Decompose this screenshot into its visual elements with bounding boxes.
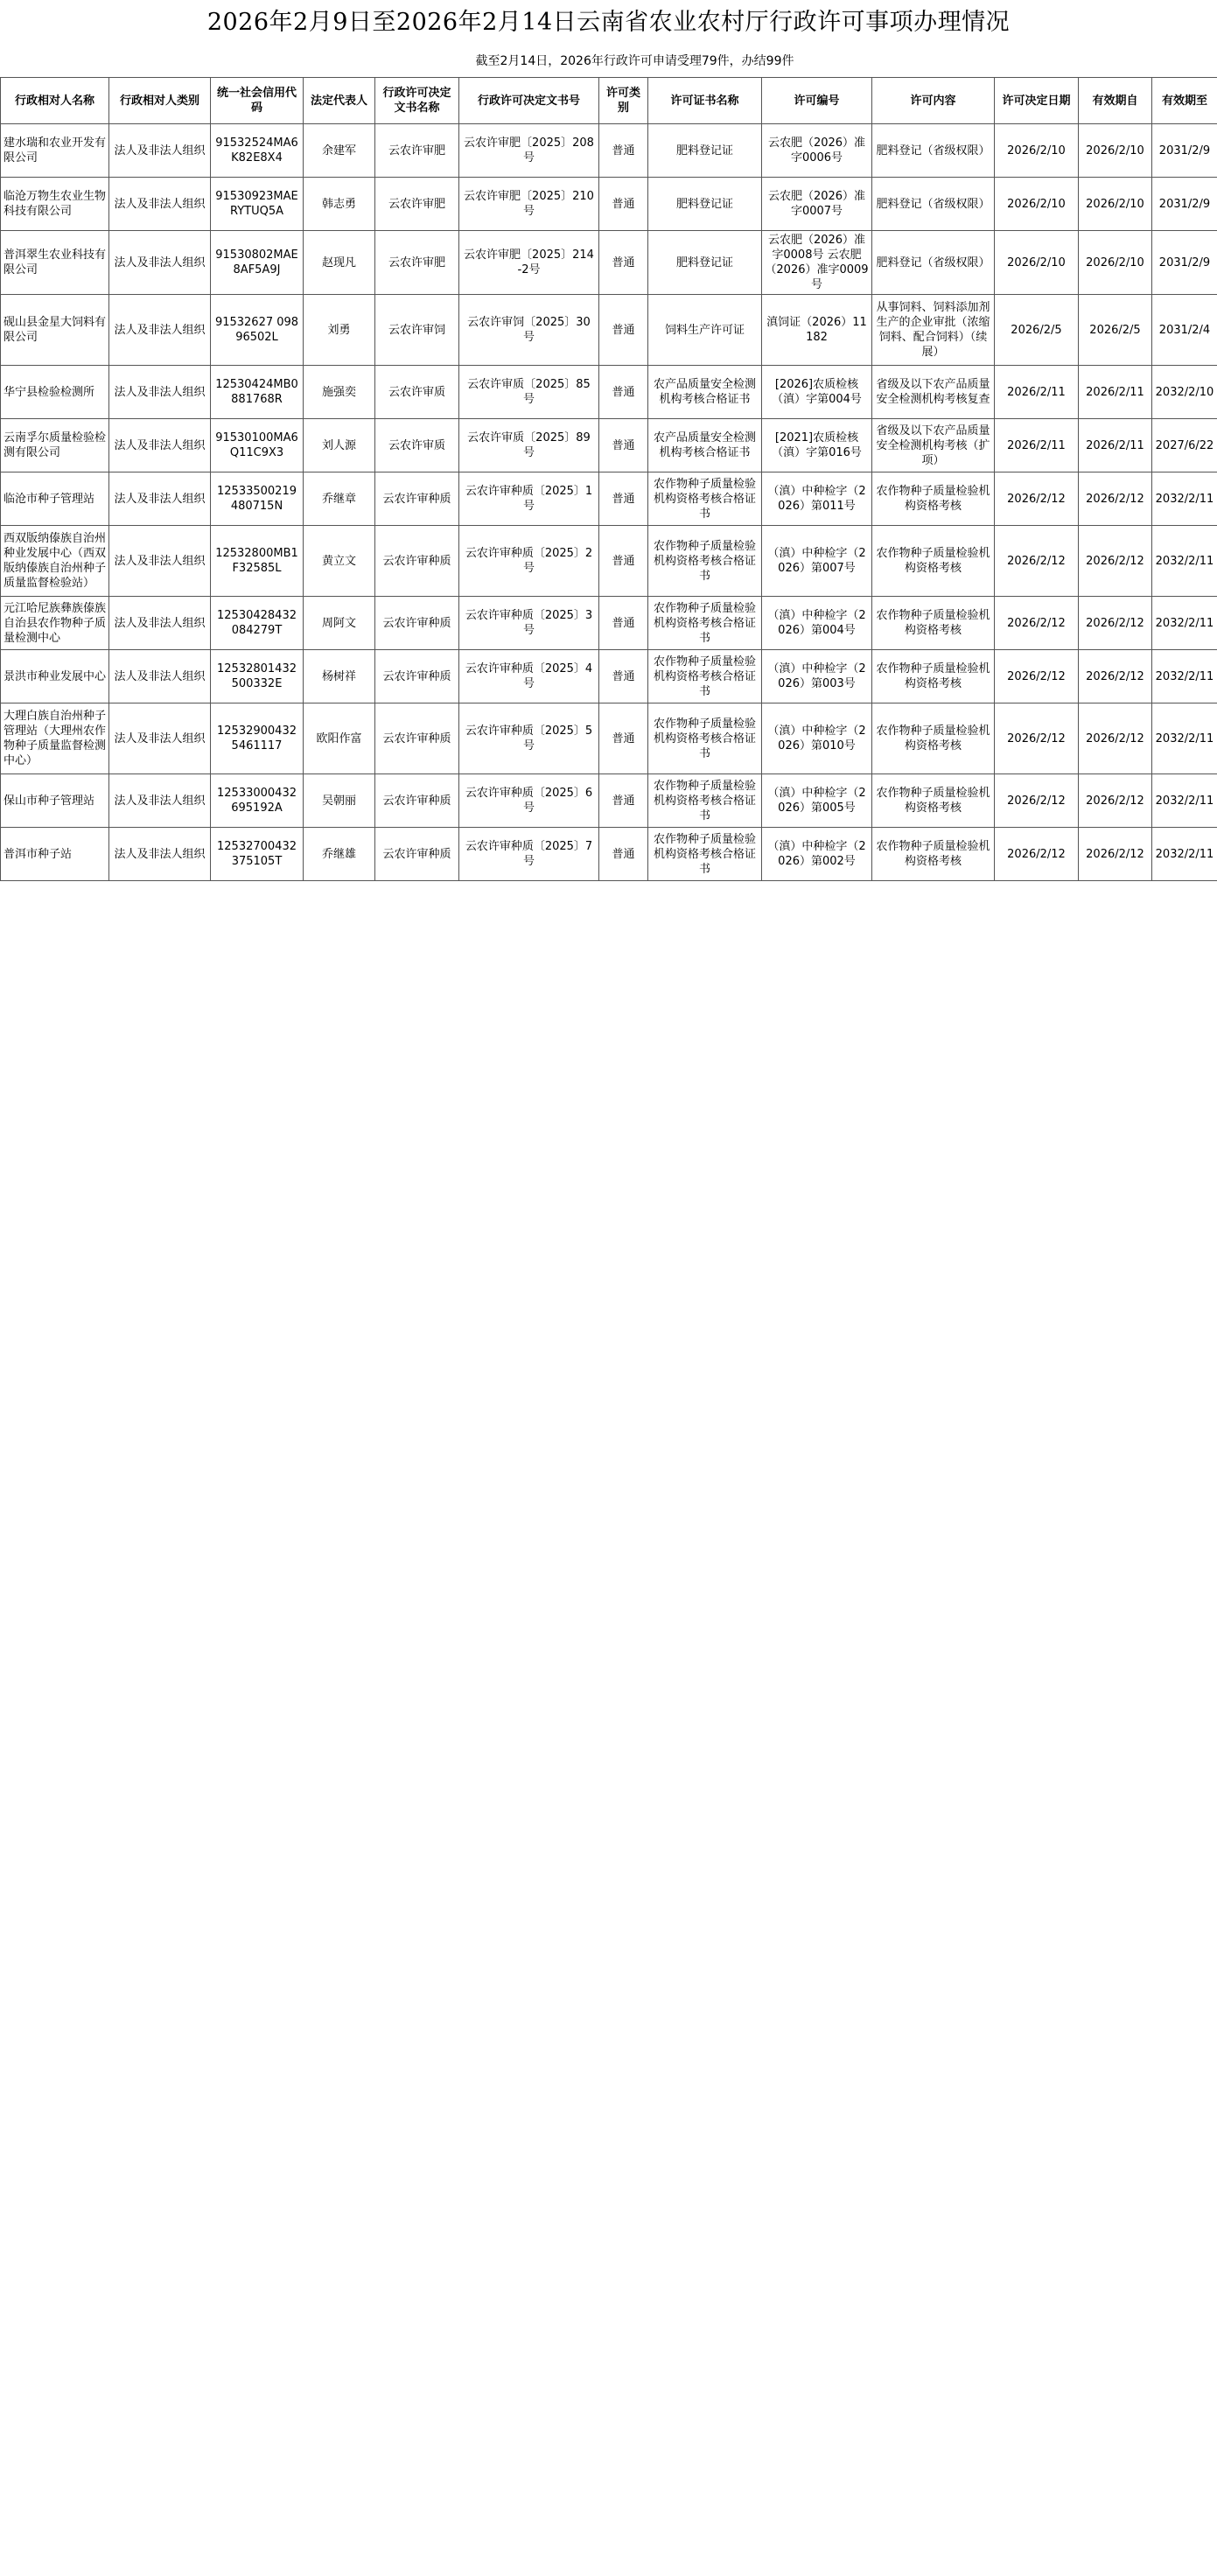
cell-credit-code: 12530424MB0881768R xyxy=(211,366,304,419)
cell-doc-no: 云农许审种质〔2025〕3号 xyxy=(459,597,599,650)
cell-cert-name: 饲料生产许可证 xyxy=(648,295,762,366)
cell-permit-no: （滇）中种检字（2026）第011号 xyxy=(762,472,872,526)
cell-decision-date: 2026/2/12 xyxy=(995,704,1079,774)
col-header: 行政许可决定文书名称 xyxy=(375,78,459,124)
cell-decision-date: 2026/2/11 xyxy=(995,419,1079,472)
cell-name: 元江哈尼族彝族傣族自治县农作物种子质量检测中心 xyxy=(1,597,109,650)
cell-content: 农作物种子质量检验机构资格考核 xyxy=(872,650,995,704)
col-header: 行政相对人名称 xyxy=(1,78,109,124)
cell-type: 普通 xyxy=(599,472,648,526)
cell-name: 大理白族自治州种子管理站（大理州农作物种子质量监督检测中心） xyxy=(1,704,109,774)
cell-legal-rep: 欧阳作富 xyxy=(304,704,375,774)
page-subtitle: 截至2月14日，2026年行政许可申请受理79件，办结99件 xyxy=(475,54,794,68)
cell-category: 法人及非法人组织 xyxy=(109,650,211,704)
cell-type: 普通 xyxy=(599,231,648,295)
cell-decision-date: 2026/2/12 xyxy=(995,650,1079,704)
cell-decision-date: 2026/2/12 xyxy=(995,828,1079,881)
cell-cert-name: 农作物种子质量检验机构资格考核合格证书 xyxy=(648,472,762,526)
cell-valid-to: 2032/2/11 xyxy=(1152,774,1217,828)
cell-content: 省级及以下农产品质量安全检测机构考核复查 xyxy=(872,366,995,419)
cell-category: 法人及非法人组织 xyxy=(109,295,211,366)
cell-valid-from: 2026/2/12 xyxy=(1079,597,1152,650)
cell-valid-to: 2031/2/9 xyxy=(1152,231,1217,295)
cell-doc-no: 云农许审种质〔2025〕1号 xyxy=(459,472,599,526)
cell-valid-to: 2032/2/11 xyxy=(1152,472,1217,526)
cell-doc-name: 云农许审质 xyxy=(375,419,459,472)
table-row xyxy=(1,178,1217,231)
cell-valid-to: 2032/2/11 xyxy=(1152,828,1217,881)
cell-cert-name: 农作物种子质量检验机构资格考核合格证书 xyxy=(648,704,762,774)
cell-content: 从事饲料、饲料添加剂生产的企业审批（浓缩饲料、配合饲料）（续展） xyxy=(872,295,995,366)
cell-cert-name: 农产品质量安全检测机构考核合格证书 xyxy=(648,366,762,419)
table-row xyxy=(1,231,1217,295)
cell-doc-no: 云农许审饲〔2025〕30号 xyxy=(459,295,599,366)
cell-name: 普洱市种子站 xyxy=(1,828,109,881)
cell-credit-code: 12533500219480715N xyxy=(211,472,304,526)
table-row xyxy=(1,472,1217,526)
cell-cert-name: 肥料登记证 xyxy=(648,124,762,178)
cell-legal-rep: 周阿文 xyxy=(304,597,375,650)
cell-type: 普通 xyxy=(599,828,648,881)
cell-doc-name: 云农许审种质 xyxy=(375,774,459,828)
cell-valid-from: 2026/2/12 xyxy=(1079,704,1152,774)
cell-content: 农作物种子质量检验机构资格考核 xyxy=(872,526,995,597)
cell-valid-from: 2026/2/11 xyxy=(1079,366,1152,419)
col-header: 许可决定日期 xyxy=(995,78,1079,124)
cell-doc-no: 云农许审种质〔2025〕5号 xyxy=(459,704,599,774)
cell-cert-name: 农作物种子质量检验机构资格考核合格证书 xyxy=(648,828,762,881)
cell-doc-name: 云农许审质 xyxy=(375,366,459,419)
cell-valid-from: 2026/2/12 xyxy=(1079,526,1152,597)
cell-doc-name: 云农许审种质 xyxy=(375,704,459,774)
cell-doc-no: 云农许审质〔2025〕85号 xyxy=(459,366,599,419)
cell-legal-rep: 黄立文 xyxy=(304,526,375,597)
cell-doc-name: 云农许审肥 xyxy=(375,178,459,231)
cell-name: 景洪市种业发展中心 xyxy=(1,650,109,704)
cell-cert-name: 农作物种子质量检验机构资格考核合格证书 xyxy=(648,597,762,650)
cell-credit-code: 91530802MAE8AF5A9J xyxy=(211,231,304,295)
cell-type: 普通 xyxy=(599,124,648,178)
cell-valid-to: 2031/2/9 xyxy=(1152,178,1217,231)
cell-valid-from: 2026/2/5 xyxy=(1079,295,1152,366)
table-header-row xyxy=(1,78,1217,124)
cell-category: 法人及非法人组织 xyxy=(109,231,211,295)
cell-doc-no: 云农许审种质〔2025〕2号 xyxy=(459,526,599,597)
cell-legal-rep: 韩志勇 xyxy=(304,178,375,231)
cell-legal-rep: 吴朝丽 xyxy=(304,774,375,828)
cell-type: 普通 xyxy=(599,419,648,472)
table-body xyxy=(1,124,1217,881)
cell-cert-name: 肥料登记证 xyxy=(648,178,762,231)
cell-cert-name: 肥料登记证 xyxy=(648,231,762,295)
cell-permit-no: （滇）中种检字（2026）第002号 xyxy=(762,828,872,881)
table-row xyxy=(1,828,1217,881)
cell-decision-date: 2026/2/12 xyxy=(995,597,1079,650)
table-row xyxy=(1,366,1217,419)
col-header: 许可编号 xyxy=(762,78,872,124)
cell-cert-name: 农产品质量安全检测机构考核合格证书 xyxy=(648,419,762,472)
cell-type: 普通 xyxy=(599,704,648,774)
cell-name: 普洱翠生农业科技有限公司 xyxy=(1,231,109,295)
cell-valid-to: 2032/2/11 xyxy=(1152,526,1217,597)
cell-category: 法人及非法人组织 xyxy=(109,526,211,597)
cell-cert-name: 农作物种子质量检验机构资格考核合格证书 xyxy=(648,650,762,704)
cell-permit-no: （滇）中种检字（2026）第003号 xyxy=(762,650,872,704)
col-header: 行政许可决定文书号 xyxy=(459,78,599,124)
col-header: 有效期自 xyxy=(1079,78,1152,124)
cell-doc-no: 云农许审种质〔2025〕6号 xyxy=(459,774,599,828)
cell-category: 法人及非法人组织 xyxy=(109,774,211,828)
cell-legal-rep: 乔继雄 xyxy=(304,828,375,881)
col-header: 有效期至 xyxy=(1152,78,1217,124)
cell-decision-date: 2026/2/5 xyxy=(995,295,1079,366)
cell-permit-no: （滇）中种检字（2026）第004号 xyxy=(762,597,872,650)
cell-valid-from: 2026/2/10 xyxy=(1079,124,1152,178)
cell-doc-name: 云农许审种质 xyxy=(375,828,459,881)
cell-credit-code: 125329004325461117 xyxy=(211,704,304,774)
cell-valid-to: 2032/2/11 xyxy=(1152,704,1217,774)
cell-legal-rep: 乔继章 xyxy=(304,472,375,526)
table-row xyxy=(1,526,1217,597)
cell-category: 法人及非法人组织 xyxy=(109,704,211,774)
page-title: 2026年2月9日至2026年2月14日云南省农业农村厅行政许可事项办理情况 xyxy=(206,9,1011,36)
table-row xyxy=(1,597,1217,650)
cell-valid-to: 2027/6/22 xyxy=(1152,419,1217,472)
cell-doc-no: 云农许审肥〔2025〕208号 xyxy=(459,124,599,178)
cell-name: 华宁县检验检测所 xyxy=(1,366,109,419)
cell-category: 法人及非法人组织 xyxy=(109,178,211,231)
cell-legal-rep: 杨树祥 xyxy=(304,650,375,704)
cell-cert-name: 农作物种子质量检验机构资格考核合格证书 xyxy=(648,774,762,828)
cell-decision-date: 2026/2/10 xyxy=(995,124,1079,178)
cell-valid-from: 2026/2/12 xyxy=(1079,472,1152,526)
cell-doc-no: 云农许审肥〔2025〕210号 xyxy=(459,178,599,231)
cell-valid-to: 2032/2/10 xyxy=(1152,366,1217,419)
cell-credit-code: 12532800MB1F32585L xyxy=(211,526,304,597)
cell-permit-no: 云农肥（2026）准字0006号 xyxy=(762,124,872,178)
cell-credit-code: 12533000432695192A xyxy=(211,774,304,828)
cell-valid-from: 2026/2/10 xyxy=(1079,231,1152,295)
cell-type: 普通 xyxy=(599,366,648,419)
cell-decision-date: 2026/2/10 xyxy=(995,231,1079,295)
col-header: 统一社会信用代码 xyxy=(211,78,304,124)
cell-name: 建水瑞和农业开发有限公司 xyxy=(1,124,109,178)
cell-permit-no: （滇）中种检字（2026）第005号 xyxy=(762,774,872,828)
table-row xyxy=(1,124,1217,178)
cell-permit-no: （滇）中种检字（2026）第007号 xyxy=(762,526,872,597)
cell-valid-from: 2026/2/11 xyxy=(1079,419,1152,472)
cell-permit-no: [2021]农质检核（滇）字第016号 xyxy=(762,419,872,472)
table-row xyxy=(1,650,1217,704)
cell-valid-from: 2026/2/12 xyxy=(1079,650,1152,704)
cell-doc-name: 云农许审种质 xyxy=(375,472,459,526)
cell-category: 法人及非法人组织 xyxy=(109,124,211,178)
cell-credit-code: 91530100MA6Q11C9X3 xyxy=(211,419,304,472)
cell-doc-no: 云农许审质〔2025〕89号 xyxy=(459,419,599,472)
cell-valid-from: 2026/2/12 xyxy=(1079,828,1152,881)
cell-name: 砚山县金星大饲料有限公司 xyxy=(1,295,109,366)
cell-content: 农作物种子质量检验机构资格考核 xyxy=(872,774,995,828)
table-row xyxy=(1,295,1217,366)
cell-category: 法人及非法人组织 xyxy=(109,472,211,526)
cell-valid-to: 2031/2/9 xyxy=(1152,124,1217,178)
cell-valid-from: 2026/2/12 xyxy=(1079,774,1152,828)
cell-content: 农作物种子质量检验机构资格考核 xyxy=(872,704,995,774)
cell-decision-date: 2026/2/12 xyxy=(995,774,1079,828)
cell-permit-no: 滇饲证（2026）11182 xyxy=(762,295,872,366)
cell-category: 法人及非法人组织 xyxy=(109,419,211,472)
cell-valid-to: 2032/2/11 xyxy=(1152,650,1217,704)
cell-permit-no: 云农肥（2026）准字0007号 xyxy=(762,178,872,231)
cell-content: 肥料登记（省级权限） xyxy=(872,124,995,178)
cell-credit-code: 12532700432375105T xyxy=(211,828,304,881)
table-row xyxy=(1,419,1217,472)
cell-content: 肥料登记（省级权限） xyxy=(872,231,995,295)
cell-name: 临沧市种子管理站 xyxy=(1,472,109,526)
cell-doc-no: 云农许审肥〔2025〕214-2号 xyxy=(459,231,599,295)
cell-type: 普通 xyxy=(599,650,648,704)
cell-name: 临沧万物生农业生物科技有限公司 xyxy=(1,178,109,231)
cell-name: 云南孚尔质量检验检测有限公司 xyxy=(1,419,109,472)
col-header: 许可内容 xyxy=(872,78,995,124)
cell-legal-rep: 余建军 xyxy=(304,124,375,178)
cell-credit-code: 91530923MAERYTUQ5A xyxy=(211,178,304,231)
table-row xyxy=(1,704,1217,774)
cell-decision-date: 2026/2/12 xyxy=(995,472,1079,526)
cell-credit-code: 91532627 09896502L xyxy=(211,295,304,366)
cell-credit-code: 12532801432500332E xyxy=(211,650,304,704)
cell-valid-from: 2026/2/10 xyxy=(1079,178,1152,231)
cell-legal-rep: 刘勇 xyxy=(304,295,375,366)
cell-content: 农作物种子质量检验机构资格考核 xyxy=(872,828,995,881)
cell-doc-name: 云农许审肥 xyxy=(375,231,459,295)
cell-content: 农作物种子质量检验机构资格考核 xyxy=(872,597,995,650)
cell-name: 保山市种子管理站 xyxy=(1,774,109,828)
cell-doc-name: 云农许审饲 xyxy=(375,295,459,366)
cell-legal-rep: 施强奕 xyxy=(304,366,375,419)
col-header: 行政相对人类别 xyxy=(109,78,211,124)
cell-decision-date: 2026/2/12 xyxy=(995,526,1079,597)
cell-doc-no: 云农许审种质〔2025〕7号 xyxy=(459,828,599,881)
cell-doc-name: 云农许审种质 xyxy=(375,650,459,704)
cell-decision-date: 2026/2/11 xyxy=(995,366,1079,419)
cell-type: 普通 xyxy=(599,295,648,366)
cell-type: 普通 xyxy=(599,178,648,231)
cell-permit-no: （滇）中种检字（2026）第010号 xyxy=(762,704,872,774)
col-header: 许可类别 xyxy=(599,78,648,124)
cell-category: 法人及非法人组织 xyxy=(109,597,211,650)
cell-type: 普通 xyxy=(599,526,648,597)
cell-doc-name: 云农许审种质 xyxy=(375,597,459,650)
cell-legal-rep: 赵现凡 xyxy=(304,231,375,295)
cell-credit-code: 91532524MA6K82E8X4 xyxy=(211,124,304,178)
cell-doc-name: 云农许审肥 xyxy=(375,124,459,178)
cell-legal-rep: 刘人源 xyxy=(304,419,375,472)
cell-doc-no: 云农许审种质〔2025〕4号 xyxy=(459,650,599,704)
permit-table xyxy=(0,77,1217,881)
cell-valid-to: 2032/2/11 xyxy=(1152,597,1217,650)
cell-decision-date: 2026/2/10 xyxy=(995,178,1079,231)
table-row xyxy=(1,774,1217,828)
cell-category: 法人及非法人组织 xyxy=(109,366,211,419)
col-header: 许可证书名称 xyxy=(648,78,762,124)
cell-content: 肥料登记（省级权限） xyxy=(872,178,995,231)
cell-doc-name: 云农许审种质 xyxy=(375,526,459,597)
cell-type: 普通 xyxy=(599,597,648,650)
cell-credit-code: 12530428432084279T xyxy=(211,597,304,650)
col-header: 法定代表人 xyxy=(304,78,375,124)
cell-permit-no: [2026]农质检核（滇）字第004号 xyxy=(762,366,872,419)
cell-content: 农作物种子质量检验机构资格考核 xyxy=(872,472,995,526)
cell-type: 普通 xyxy=(599,774,648,828)
cell-content: 省级及以下农产品质量安全检测机构考核（扩项） xyxy=(872,419,995,472)
cell-name: 西双版纳傣族自治州种业发展中心（西双版纳傣族自治州种子质量监督检验站） xyxy=(1,526,109,597)
cell-valid-to: 2031/2/4 xyxy=(1152,295,1217,366)
cell-cert-name: 农作物种子质量检验机构资格考核合格证书 xyxy=(648,526,762,597)
cell-category: 法人及非法人组织 xyxy=(109,828,211,881)
cell-permit-no: 云农肥（2026）准字0008号 云农肥（2026）准字0009号 xyxy=(762,231,872,295)
